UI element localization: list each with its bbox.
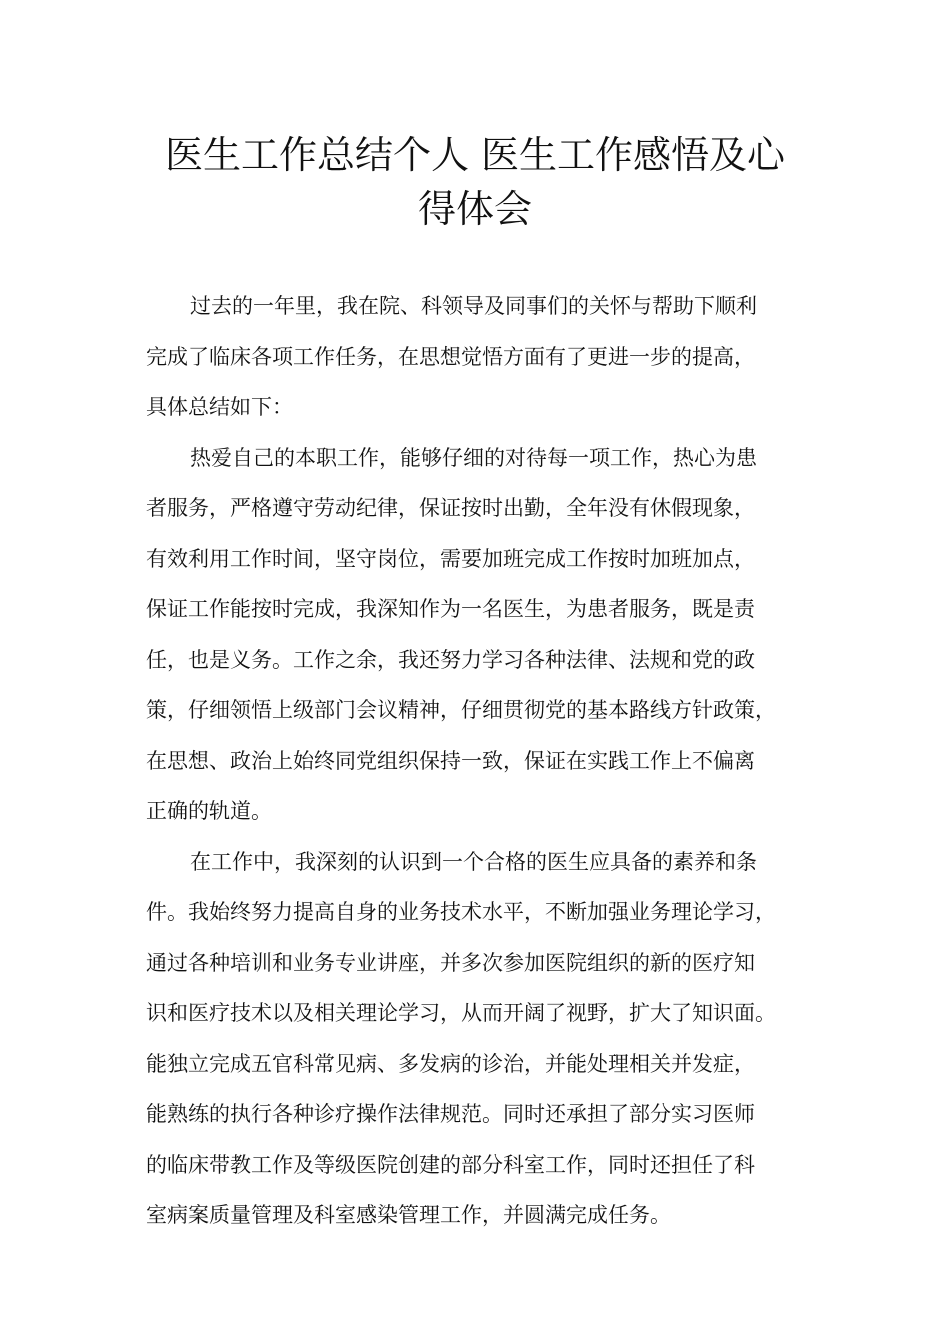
paragraph-line: 完成了临床各项工作任务，在思想觉悟方面有了更进一步的提高， (146, 344, 755, 369)
paragraph (146, 281, 826, 433)
paragraph-line: 能独立完成五官科常见病、多发病的诊治，并能处理相关并发症， (146, 1051, 755, 1076)
paragraph-line: 任，也是义务。工作之余，我还努力学习各种法律、法规和党的政 (146, 647, 755, 672)
paragraph-line: 有效利用工作时间，坚守岗位，需要加班完成工作按时加班加点， (146, 546, 755, 571)
paragraph-line: 策，仔细领悟上级部门会议精神，仔细贯彻党的基本路线方针政策， (146, 698, 776, 722)
title-line: 得体会 (417, 187, 532, 231)
paragraph-line: 识和医疗技术以及相关理论学习，从而开阔了视野，扩大了知识面。 (146, 1001, 776, 1025)
paragraph-line: 过去的一年里，我在院、科领导及同事们的关怀与帮助下顺利 (190, 294, 757, 318)
paragraph-line: 在思想、政治上始终同党组织保持一致，保证在实践工作上不偏离 (146, 748, 755, 773)
paragraph-line: 者服务，严格遵守劳动纪律，保证按时出勤，全年没有休假现象， (146, 496, 755, 520)
document-body (146, 281, 826, 1241)
title-line: 医生工作总结个人 医生工作感悟及心 (164, 133, 786, 177)
document-title (0, 128, 950, 236)
paragraph (146, 837, 826, 1241)
paragraph-line: 的临床带教工作及等级医院创建的部分科室工作，同时还担任了科 (146, 1152, 755, 1177)
paragraph (146, 433, 826, 837)
paragraph-line: 件。我始终努力提高自身的业务技术水平，不断加强业务理论学习， (146, 900, 776, 924)
paragraph-line: 通过各种培训和业务专业讲座，并多次参加医院组织的新的医疗知 (146, 950, 755, 975)
paragraph-line: 室病案质量管理及科室感染管理工作，并圆满完成任务。 (146, 1203, 671, 1227)
paragraph-line: 能熟练的执行各种诊疗操作法律规范。同时还承担了部分实习医师 (146, 1102, 755, 1126)
paragraph-line: 保证工作能按时完成，我深知作为一名医生，为患者服务，既是责 (146, 597, 755, 621)
paragraph-line: 在工作中，我深刻的认识到一个合格的医生应具备的素养和条 (190, 849, 757, 874)
paragraph-line: 热爱自己的本职工作，能够仔细的对待每一项工作，热心为患 (190, 445, 757, 470)
paragraph-line: 正确的轨道。 (146, 799, 272, 823)
paragraph-line: 具体总结如下： (146, 395, 293, 419)
